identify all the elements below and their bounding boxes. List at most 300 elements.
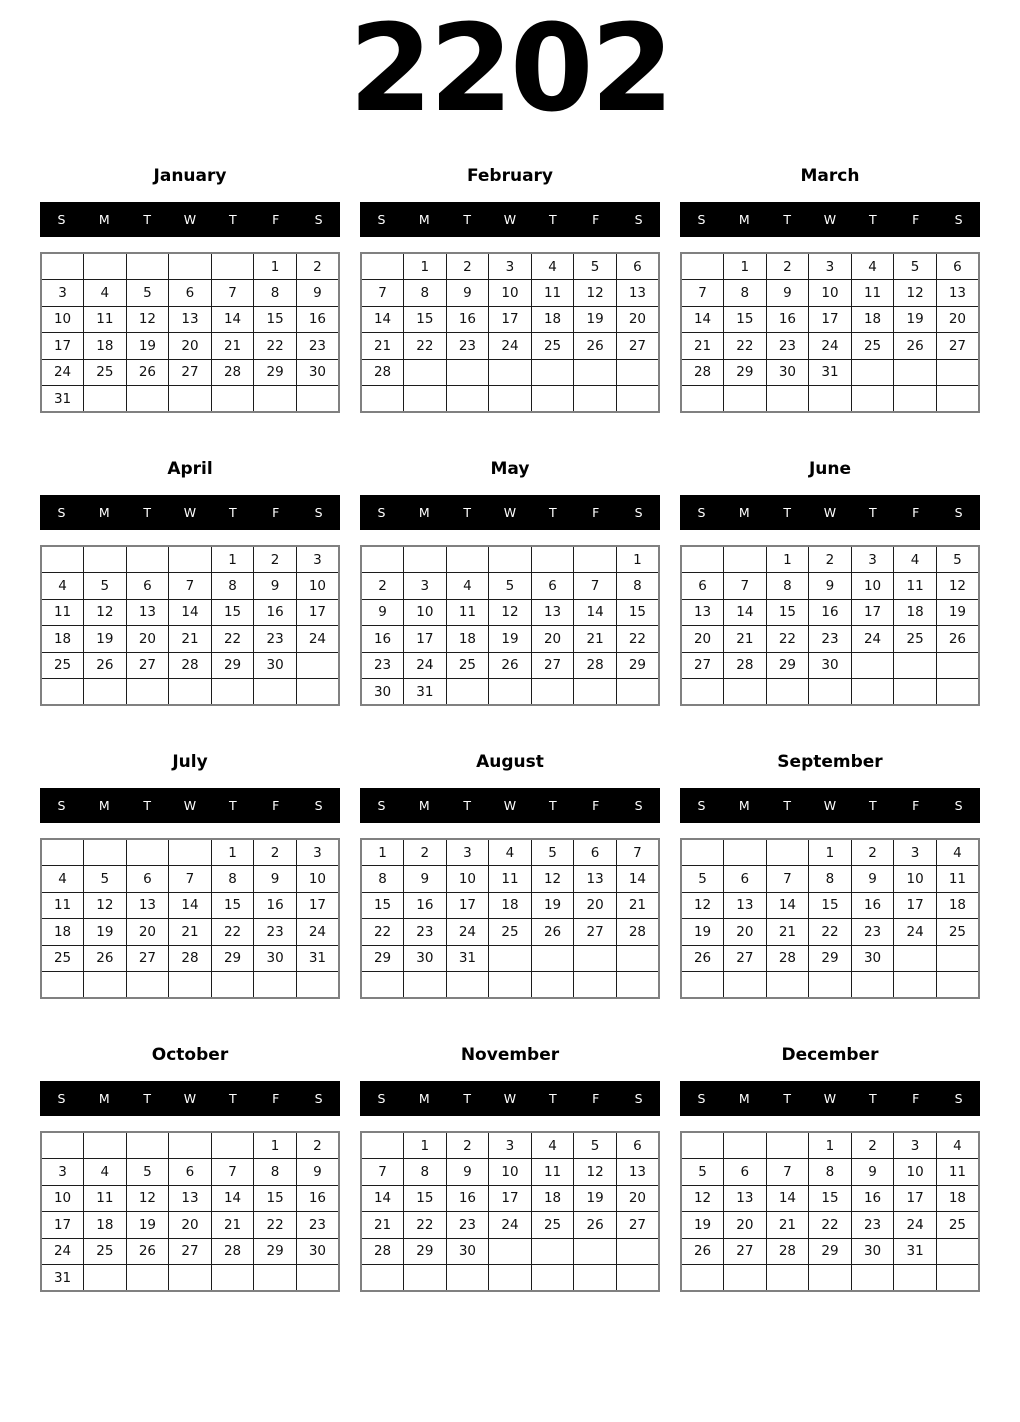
date-cell [84, 546, 127, 573]
date-cell [169, 839, 212, 866]
date-cell: 19 [489, 626, 532, 653]
date-cell: 28 [169, 652, 212, 679]
date-cell [616, 1265, 659, 1292]
date-cell: 9 [254, 866, 297, 893]
date-cell: 12 [681, 1185, 724, 1212]
date-cell: 17 [296, 892, 339, 919]
date-cell: 16 [851, 892, 894, 919]
date-cell: 21 [169, 919, 212, 946]
date-cell: 3 [296, 546, 339, 573]
weekday-label: M [418, 505, 430, 520]
date-cell: 28 [211, 1238, 254, 1265]
weekday-header [40, 202, 340, 237]
date-cell: 15 [724, 306, 767, 333]
date-cell: 15 [254, 1185, 297, 1212]
date-cell: 14 [574, 599, 617, 626]
date-cell: 8 [616, 573, 659, 600]
date-cell: 17 [446, 892, 489, 919]
weekday-label: W [823, 798, 837, 813]
date-cell: 10 [404, 599, 447, 626]
date-cell [84, 386, 127, 413]
date-cell [211, 972, 254, 999]
date-cell [169, 253, 212, 280]
date-cell: 28 [574, 652, 617, 679]
date-cell: 21 [361, 1212, 404, 1239]
date-cell: 15 [361, 892, 404, 919]
date-cell: 25 [936, 1212, 979, 1239]
date-cell [446, 679, 489, 706]
date-cell: 3 [41, 280, 84, 307]
weekday-label: F [272, 798, 280, 813]
date-cell: 1 [254, 1132, 297, 1159]
month-title: January [153, 166, 227, 186]
date-cell: 17 [296, 599, 339, 626]
date-cell: 14 [361, 306, 404, 333]
date-cell: 11 [41, 892, 84, 919]
date-cell: 2 [404, 839, 447, 866]
date-cell: 5 [489, 573, 532, 600]
weekday-label: T [143, 798, 151, 813]
week-row [361, 1265, 659, 1292]
week-row [41, 546, 339, 573]
date-cell [766, 839, 809, 866]
weekday-label: M [98, 1091, 110, 1106]
date-cell: 14 [361, 1185, 404, 1212]
date-grid [40, 252, 340, 413]
date-cell [126, 972, 169, 999]
date-cell [894, 386, 937, 413]
date-cell: 17 [41, 333, 84, 360]
date-cell: 29 [211, 652, 254, 679]
week-row [361, 1212, 659, 1239]
date-cell: 7 [169, 866, 212, 893]
date-cell: 12 [84, 892, 127, 919]
date-cell: 1 [724, 253, 767, 280]
date-cell: 31 [404, 679, 447, 706]
date-cell: 23 [296, 1212, 339, 1239]
date-cell: 22 [724, 333, 767, 360]
date-cell: 11 [894, 573, 937, 600]
date-cell: 20 [724, 919, 767, 946]
date-cell: 10 [41, 306, 84, 333]
date-cell: 21 [574, 626, 617, 653]
date-cell: 29 [766, 652, 809, 679]
date-cell: 27 [574, 919, 617, 946]
date-grid [360, 838, 660, 999]
date-cell: 26 [574, 333, 617, 360]
date-cell: 30 [809, 652, 852, 679]
date-cell: 28 [724, 652, 767, 679]
date-cell [531, 972, 574, 999]
date-cell: 26 [531, 919, 574, 946]
week-row [41, 359, 339, 386]
date-cell: 14 [211, 306, 254, 333]
weekday-header [40, 495, 340, 530]
week-row [41, 386, 339, 413]
date-cell [361, 386, 404, 413]
date-cell [936, 1265, 979, 1292]
date-cell: 16 [446, 306, 489, 333]
date-cell: 4 [84, 1159, 127, 1186]
date-cell: 21 [169, 626, 212, 653]
date-cell: 22 [616, 626, 659, 653]
date-grid [680, 545, 980, 706]
date-cell: 25 [446, 652, 489, 679]
date-grid [680, 838, 980, 999]
weekday-label: T [783, 505, 791, 520]
date-cell: 16 [809, 599, 852, 626]
date-cell: 2 [766, 253, 809, 280]
date-cell: 20 [169, 333, 212, 360]
date-cell [724, 1265, 767, 1292]
date-cell: 17 [809, 306, 852, 333]
date-cell: 2 [254, 839, 297, 866]
date-cell [851, 679, 894, 706]
date-cell [851, 1265, 894, 1292]
week-row [681, 1238, 979, 1265]
date-grid [360, 252, 660, 413]
weekday-label: F [272, 212, 280, 227]
date-cell: 11 [531, 1159, 574, 1186]
date-cell: 5 [894, 253, 937, 280]
date-cell: 11 [936, 866, 979, 893]
weekday-label: S [57, 505, 66, 520]
date-cell: 19 [531, 892, 574, 919]
date-cell: 22 [211, 626, 254, 653]
date-cell: 11 [84, 1185, 127, 1212]
weekday-label: T [869, 212, 877, 227]
date-cell: 13 [724, 1185, 767, 1212]
date-cell: 10 [894, 1159, 937, 1186]
date-cell: 27 [126, 945, 169, 972]
weekday-label: F [592, 1091, 600, 1106]
weekday-label: S [697, 1091, 706, 1106]
month-title: February [466, 166, 554, 186]
date-cell [211, 253, 254, 280]
week-row [41, 1132, 339, 1159]
date-cell: 21 [724, 626, 767, 653]
weekday-label: T [869, 1091, 877, 1106]
week-row [361, 333, 659, 360]
date-cell: 11 [446, 599, 489, 626]
date-cell: 16 [361, 626, 404, 653]
week-row [361, 573, 659, 600]
date-cell: 12 [936, 573, 979, 600]
weekday-header [680, 202, 980, 237]
date-cell: 14 [724, 599, 767, 626]
date-cell [936, 359, 979, 386]
date-cell: 20 [616, 306, 659, 333]
weekday-label: W [823, 212, 837, 227]
week-row [681, 1132, 979, 1159]
date-cell [41, 1132, 84, 1159]
date-cell: 18 [446, 626, 489, 653]
date-cell: 5 [574, 253, 617, 280]
month-block-may [360, 437, 660, 706]
date-cell: 8 [254, 1159, 297, 1186]
week-row [41, 599, 339, 626]
month-block-march [680, 144, 980, 413]
date-cell: 26 [84, 652, 127, 679]
weekday-label: S [697, 798, 706, 813]
date-cell: 25 [41, 945, 84, 972]
date-cell: 7 [361, 280, 404, 307]
date-cell: 22 [361, 919, 404, 946]
week-row [681, 1212, 979, 1239]
date-cell: 11 [936, 1159, 979, 1186]
date-cell: 30 [446, 1238, 489, 1265]
date-cell: 13 [531, 599, 574, 626]
weekday-label: S [314, 212, 323, 227]
date-cell: 23 [296, 333, 339, 360]
date-grid [40, 545, 340, 706]
week-row [41, 866, 339, 893]
date-cell [766, 1265, 809, 1292]
date-cell: 19 [84, 919, 127, 946]
date-cell: 18 [84, 1212, 127, 1239]
weekday-label: T [549, 1091, 557, 1106]
date-cell [84, 839, 127, 866]
date-cell: 3 [446, 839, 489, 866]
date-cell: 20 [531, 626, 574, 653]
date-cell: 21 [766, 1212, 809, 1239]
date-cell: 10 [894, 866, 937, 893]
weekday-header [680, 495, 980, 530]
date-cell: 15 [809, 892, 852, 919]
date-cell: 4 [41, 866, 84, 893]
weekday-label: F [592, 212, 600, 227]
date-cell: 15 [211, 892, 254, 919]
date-cell: 13 [616, 280, 659, 307]
date-cell [489, 1265, 532, 1292]
date-cell [851, 972, 894, 999]
date-cell [616, 359, 659, 386]
date-cell: 27 [126, 652, 169, 679]
date-cell: 20 [681, 626, 724, 653]
weekday-label: S [634, 798, 643, 813]
week-row [41, 1185, 339, 1212]
weekday-label: T [463, 1091, 471, 1106]
week-row [361, 652, 659, 679]
date-cell: 25 [851, 333, 894, 360]
date-cell [446, 546, 489, 573]
date-cell: 27 [724, 945, 767, 972]
date-cell: 8 [809, 866, 852, 893]
week-row [41, 652, 339, 679]
date-cell: 6 [616, 1132, 659, 1159]
date-cell [936, 652, 979, 679]
weekday-label: T [229, 1091, 237, 1106]
date-cell [211, 1265, 254, 1292]
date-cell: 4 [531, 1132, 574, 1159]
date-cell: 1 [404, 253, 447, 280]
date-cell: 26 [894, 333, 937, 360]
date-cell: 24 [296, 919, 339, 946]
date-cell: 27 [681, 652, 724, 679]
date-cell: 26 [574, 1212, 617, 1239]
date-cell: 27 [724, 1238, 767, 1265]
date-cell: 3 [489, 1132, 532, 1159]
date-cell: 29 [361, 945, 404, 972]
weekday-label: F [592, 505, 600, 520]
date-cell: 14 [766, 892, 809, 919]
date-cell: 17 [489, 306, 532, 333]
weekday-label: M [738, 212, 750, 227]
week-row [41, 1212, 339, 1239]
date-cell: 18 [84, 333, 127, 360]
date-cell: 7 [766, 1159, 809, 1186]
date-cell: 6 [724, 866, 767, 893]
date-cell [211, 386, 254, 413]
date-cell: 6 [126, 866, 169, 893]
date-cell: 14 [211, 1185, 254, 1212]
date-cell: 11 [851, 280, 894, 307]
date-cell [296, 1265, 339, 1292]
date-cell: 6 [574, 839, 617, 866]
date-cell: 29 [254, 359, 297, 386]
week-row [41, 839, 339, 866]
date-cell: 24 [41, 359, 84, 386]
date-cell: 20 [616, 1185, 659, 1212]
weekday-label: T [549, 505, 557, 520]
date-cell: 12 [894, 280, 937, 307]
month-block-july [40, 730, 340, 999]
date-cell [936, 945, 979, 972]
date-cell [41, 839, 84, 866]
date-cell [489, 386, 532, 413]
date-cell: 9 [851, 1159, 894, 1186]
date-cell: 12 [126, 306, 169, 333]
date-cell: 8 [361, 866, 404, 893]
date-cell: 28 [616, 919, 659, 946]
date-cell: 2 [361, 573, 404, 600]
date-cell: 25 [41, 652, 84, 679]
date-cell: 9 [254, 573, 297, 600]
date-cell [616, 972, 659, 999]
date-cell [41, 253, 84, 280]
week-row [681, 679, 979, 706]
month-block-august [360, 730, 660, 999]
date-cell: 20 [574, 892, 617, 919]
week-row [41, 679, 339, 706]
week-row [361, 359, 659, 386]
weekday-label: S [697, 212, 706, 227]
date-cell: 16 [446, 1185, 489, 1212]
date-cell: 9 [404, 866, 447, 893]
weekday-label: T [783, 798, 791, 813]
date-cell: 27 [531, 652, 574, 679]
date-cell: 1 [809, 1132, 852, 1159]
date-cell: 23 [404, 919, 447, 946]
week-row [681, 306, 979, 333]
weekday-header [40, 1081, 340, 1116]
date-cell: 18 [851, 306, 894, 333]
date-cell [169, 679, 212, 706]
date-cell [361, 546, 404, 573]
date-cell: 9 [296, 1159, 339, 1186]
week-row [681, 945, 979, 972]
week-row [41, 1238, 339, 1265]
date-cell: 2 [254, 546, 297, 573]
date-cell: 27 [616, 333, 659, 360]
date-cell: 26 [126, 1238, 169, 1265]
date-cell: 14 [681, 306, 724, 333]
weekday-label: W [183, 212, 197, 227]
weekday-label: T [463, 212, 471, 227]
date-cell: 4 [446, 573, 489, 600]
date-cell [574, 359, 617, 386]
week-row [681, 253, 979, 280]
weekday-label: W [183, 798, 197, 813]
date-cell [404, 359, 447, 386]
week-row [41, 919, 339, 946]
date-cell: 24 [41, 1238, 84, 1265]
date-cell: 6 [531, 573, 574, 600]
week-row [361, 839, 659, 866]
week-row [41, 306, 339, 333]
date-cell: 2 [296, 1132, 339, 1159]
week-row [41, 253, 339, 280]
date-grid [360, 545, 660, 706]
week-row [681, 626, 979, 653]
date-cell [894, 652, 937, 679]
date-cell: 5 [681, 1159, 724, 1186]
date-cell: 2 [851, 1132, 894, 1159]
date-cell [681, 253, 724, 280]
week-row [361, 679, 659, 706]
date-cell: 3 [404, 573, 447, 600]
weekday-label: T [143, 212, 151, 227]
date-cell [531, 1265, 574, 1292]
date-cell: 23 [254, 626, 297, 653]
date-cell: 29 [809, 1238, 852, 1265]
date-cell [531, 386, 574, 413]
week-row [361, 972, 659, 999]
week-row [41, 892, 339, 919]
date-cell [574, 972, 617, 999]
date-cell [724, 839, 767, 866]
weekday-label: F [272, 1091, 280, 1106]
date-cell [681, 679, 724, 706]
date-cell: 30 [361, 679, 404, 706]
date-cell [126, 253, 169, 280]
week-row [41, 573, 339, 600]
weekday-label: S [57, 212, 66, 227]
date-cell [126, 1265, 169, 1292]
date-cell [574, 1238, 617, 1265]
calendar-grid [40, 144, 980, 1316]
date-cell: 10 [851, 573, 894, 600]
week-row [361, 546, 659, 573]
week-row [41, 945, 339, 972]
date-cell: 24 [809, 333, 852, 360]
date-cell: 29 [211, 945, 254, 972]
week-row [361, 945, 659, 972]
date-cell: 16 [296, 1185, 339, 1212]
week-row [681, 919, 979, 946]
week-row [681, 972, 979, 999]
month-block-november [360, 1023, 660, 1292]
date-cell: 17 [404, 626, 447, 653]
date-cell: 2 [809, 546, 852, 573]
date-cell: 28 [766, 945, 809, 972]
date-cell: 7 [681, 280, 724, 307]
date-cell: 4 [84, 280, 127, 307]
date-cell [84, 679, 127, 706]
date-cell: 8 [766, 573, 809, 600]
date-cell: 17 [894, 1185, 937, 1212]
date-cell: 19 [574, 1185, 617, 1212]
